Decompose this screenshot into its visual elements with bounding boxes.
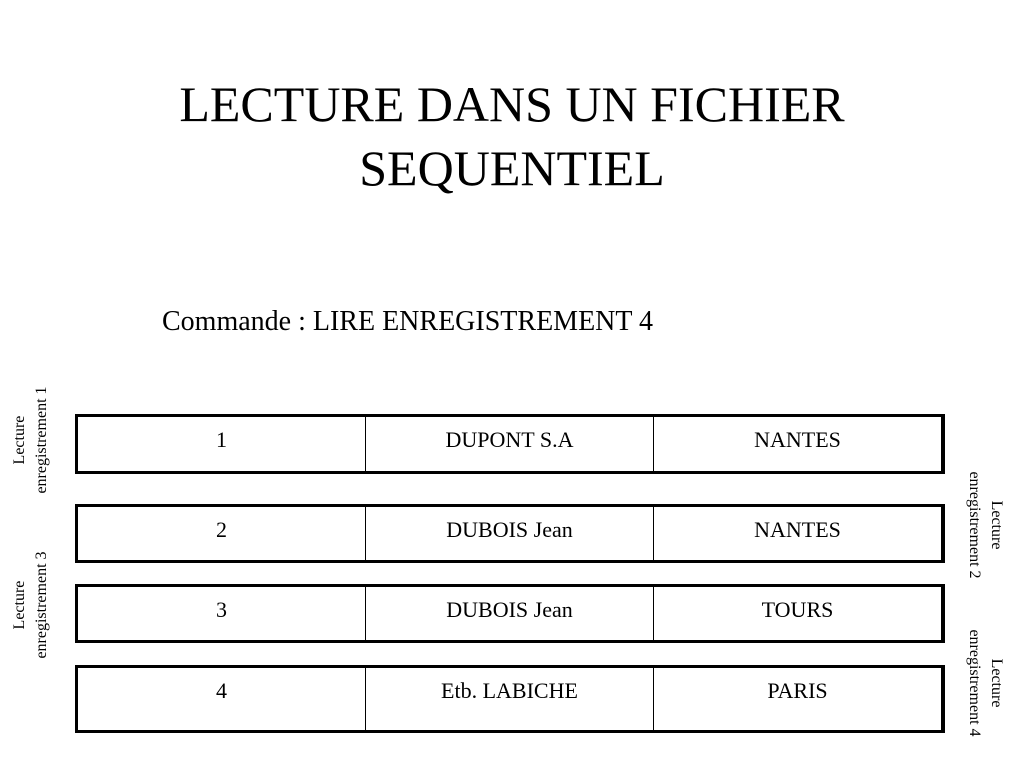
read-label-line-1: Lecture [11, 580, 28, 630]
record-number: 4 [216, 678, 227, 703]
read-label-record-2 [957, 455, 1007, 595]
read-label-line-1: Lecture [988, 500, 1005, 550]
read-label-line-2: enregistrement 2 [966, 471, 983, 579]
record-number: 2 [216, 517, 227, 542]
record-city: TOURS [653, 587, 941, 640]
read-label-line-1: Lecture [11, 415, 28, 465]
record-city: PARIS [653, 668, 941, 730]
record-number: 1 [216, 427, 227, 452]
record-city: NANTES [653, 417, 941, 471]
read-label-record-1 [9, 370, 59, 510]
record-name: DUBOIS Jean [365, 587, 653, 640]
read-label-line-2: enregistrement 3 [33, 551, 50, 659]
read-label-line-1: Lecture [988, 658, 1005, 708]
read-label-record-4 [957, 613, 1007, 753]
record-name: DUBOIS Jean [365, 507, 653, 560]
record-row-2 [75, 504, 945, 563]
record-number: 3 [216, 597, 227, 622]
slide-title [0, 72, 1024, 200]
record-name: DUPONT S.A [365, 417, 653, 471]
slide-title-line-1: LECTURE DANS UN FICHIER [179, 76, 845, 132]
record-row-1 [75, 414, 945, 474]
record-city: NANTES [653, 507, 941, 560]
command-text: Commande : LIRE ENREGISTREMENT 4 [162, 306, 653, 337]
record-name: Etb. LABICHE [365, 668, 653, 730]
read-label-line-2: enregistrement 1 [33, 386, 50, 494]
read-label-record-3 [9, 535, 59, 675]
record-row-4 [75, 665, 945, 733]
read-label-line-2: enregistrement 4 [966, 629, 983, 737]
record-row-3 [75, 584, 945, 643]
slide-title-line-2: SEQUENTIEL [359, 140, 665, 196]
